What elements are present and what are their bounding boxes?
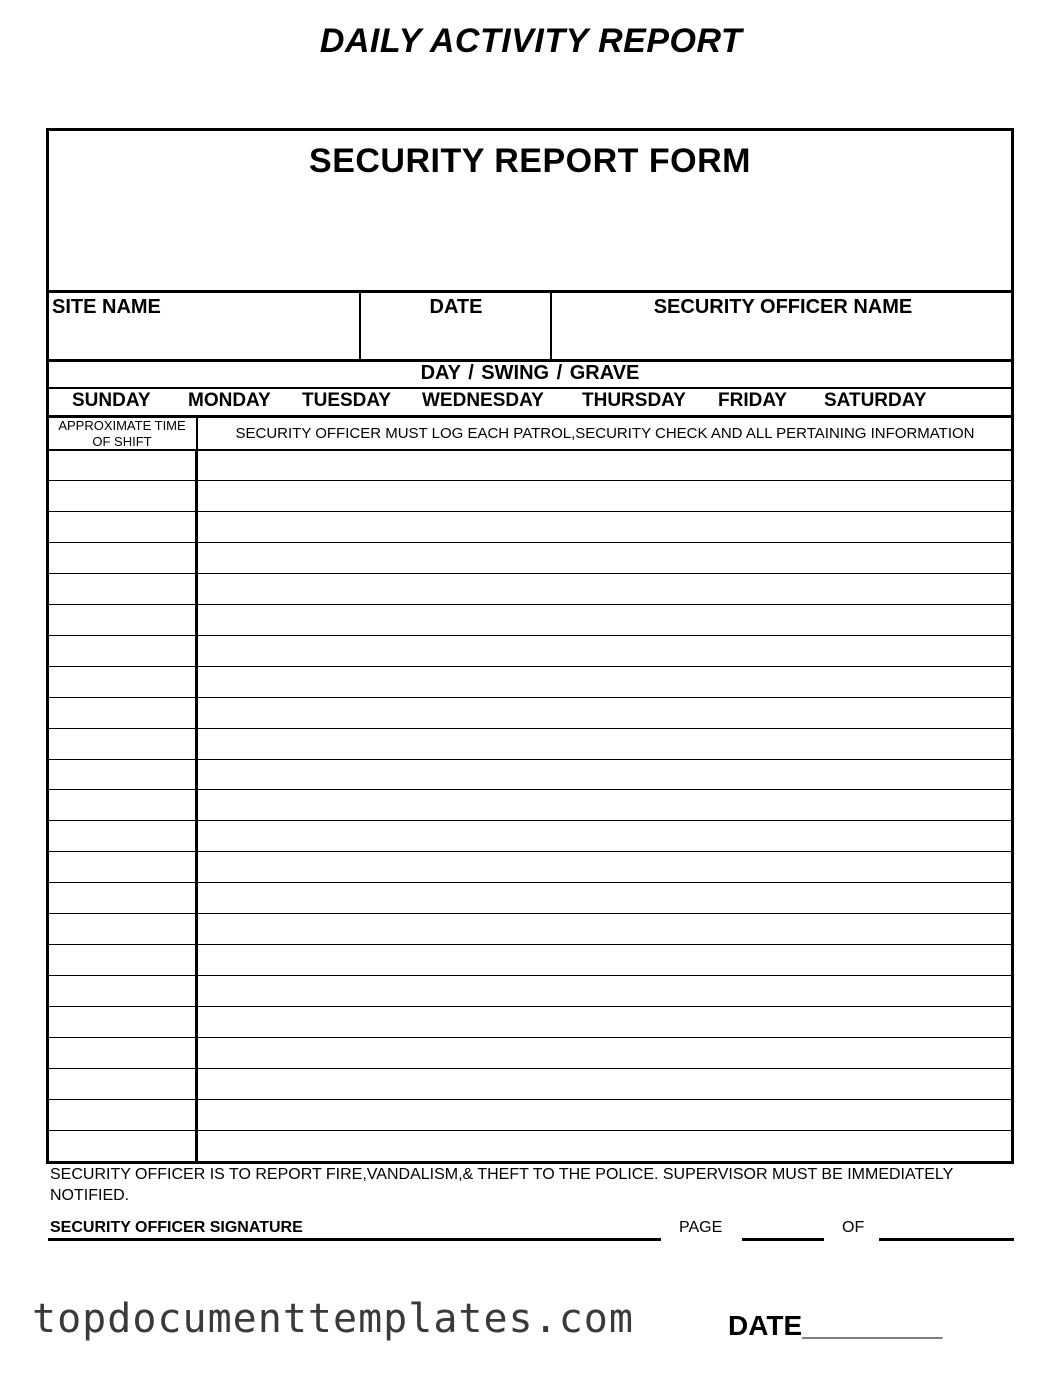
officer-name-field[interactable]: SECURITY OFFICER NAME [653,296,913,318]
table-row[interactable] [48,698,1012,729]
table-row[interactable] [48,481,1012,512]
table-row[interactable] [48,852,1012,883]
time-cell[interactable] [48,543,197,573]
table-row[interactable] [48,976,1012,1007]
time-cell[interactable] [48,1038,197,1068]
table-row[interactable] [48,1131,1012,1162]
time-cell[interactable] [48,914,197,944]
log-cell[interactable] [197,945,1012,975]
page-title: DAILY ACTIVITY REPORT [319,22,743,60]
form-title: SECURITY REPORT FORM [309,142,751,180]
time-cell[interactable] [48,636,197,666]
table-row[interactable] [48,760,1012,791]
day-thursday[interactable]: THURSDAY [582,390,686,411]
signature-label: SECURITY OFFICER SIGNATURE [50,1219,303,1236]
log-cell[interactable] [197,1131,1012,1162]
table-row[interactable] [48,1038,1012,1069]
log-cell[interactable] [197,636,1012,666]
time-cell[interactable] [48,698,197,728]
signature-line[interactable] [48,1238,661,1241]
log-cell[interactable] [197,698,1012,728]
notice-text: SECURITY OFFICER IS TO REPORT FIRE,VANDALISM,& THEFT TO THE POLICE. SUPERVISOR MUST BE IMMEDIATELY NOTIFIED. [50,1166,954,1204]
log-cell[interactable] [197,667,1012,697]
log-cell[interactable] [197,914,1012,944]
time-cell[interactable] [48,450,197,480]
shift-options[interactable]: DAY / SWING / GRAVE [420,362,640,384]
log-cell[interactable] [197,543,1012,573]
time-cell[interactable] [48,1100,197,1130]
divider [46,415,1014,418]
time-cell[interactable] [48,667,197,697]
time-cell[interactable] [48,760,197,790]
table-row[interactable] [48,790,1012,821]
log-cell[interactable] [197,481,1012,511]
table-row[interactable] [48,667,1012,698]
time-cell[interactable] [48,883,197,913]
day-sunday[interactable]: SUNDAY [72,390,151,411]
table-row[interactable] [48,543,1012,574]
time-column-header: APPROXIMATE TIME OF SHIFT [58,418,186,449]
log-cell[interactable] [197,821,1012,851]
divider [46,290,1014,293]
log-column-header: SECURITY OFFICER MUST LOG EACH PATROL,SECURITY CHECK AND ALL PERTAINING INFORMATION [235,425,975,442]
table-row[interactable] [48,512,1012,543]
time-cell[interactable] [48,729,197,759]
log-cell[interactable] [197,883,1012,913]
table-row[interactable] [48,1100,1012,1131]
table-row[interactable] [48,914,1012,945]
table-row[interactable] [48,729,1012,760]
table-row[interactable] [48,450,1012,481]
log-cell[interactable] [197,729,1012,759]
time-cell[interactable] [48,574,197,604]
log-cell[interactable] [197,1069,1012,1099]
time-cell[interactable] [48,821,197,851]
time-cell[interactable] [48,945,197,975]
table-row[interactable] [48,945,1012,976]
time-cell[interactable] [48,1131,197,1162]
log-cell[interactable] [197,790,1012,820]
watermark: topdocumenttemplates.com [32,1296,634,1342]
date-field[interactable]: DATE [429,296,483,318]
time-cell[interactable] [48,790,197,820]
log-cell[interactable] [197,1038,1012,1068]
table-row[interactable] [48,1007,1012,1038]
table-row[interactable] [48,1069,1012,1100]
log-cell[interactable] [197,1100,1012,1130]
table-row[interactable] [48,636,1012,667]
log-cell[interactable] [197,1007,1012,1037]
of-label: OF [842,1219,865,1236]
page-number-line[interactable] [742,1238,824,1241]
time-cell[interactable] [48,1007,197,1037]
table-row[interactable] [48,821,1012,852]
log-cell[interactable] [197,760,1012,790]
site-name-field[interactable]: SITE NAME [52,296,161,318]
page-total-line[interactable] [879,1238,1014,1241]
log-table [48,450,1012,1162]
log-cell[interactable] [197,512,1012,542]
day-friday[interactable]: FRIDAY [718,390,787,411]
time-cell[interactable] [48,605,197,635]
day-tuesday[interactable]: TUESDAY [302,390,392,411]
day-wednesday[interactable]: WEDNESDAY [422,390,544,411]
log-cell[interactable] [197,976,1012,1006]
time-cell[interactable] [48,976,197,1006]
table-row[interactable] [48,605,1012,636]
log-cell[interactable] [197,450,1012,480]
log-cell[interactable] [197,574,1012,604]
time-cell[interactable] [48,1069,197,1099]
time-cell[interactable] [48,512,197,542]
divider [46,387,1014,389]
log-cell[interactable] [197,852,1012,882]
time-cell[interactable] [48,852,197,882]
log-cell[interactable] [197,605,1012,635]
table-row[interactable] [48,574,1012,605]
day-options [48,390,1012,414]
bottom-date-field[interactable]: DATE_________ [728,1310,943,1341]
day-monday[interactable]: MONDAY [188,390,271,411]
page-label: PAGE [679,1219,723,1236]
time-cell[interactable] [48,481,197,511]
day-saturday[interactable]: SATURDAY [824,390,927,411]
table-row[interactable] [48,883,1012,914]
